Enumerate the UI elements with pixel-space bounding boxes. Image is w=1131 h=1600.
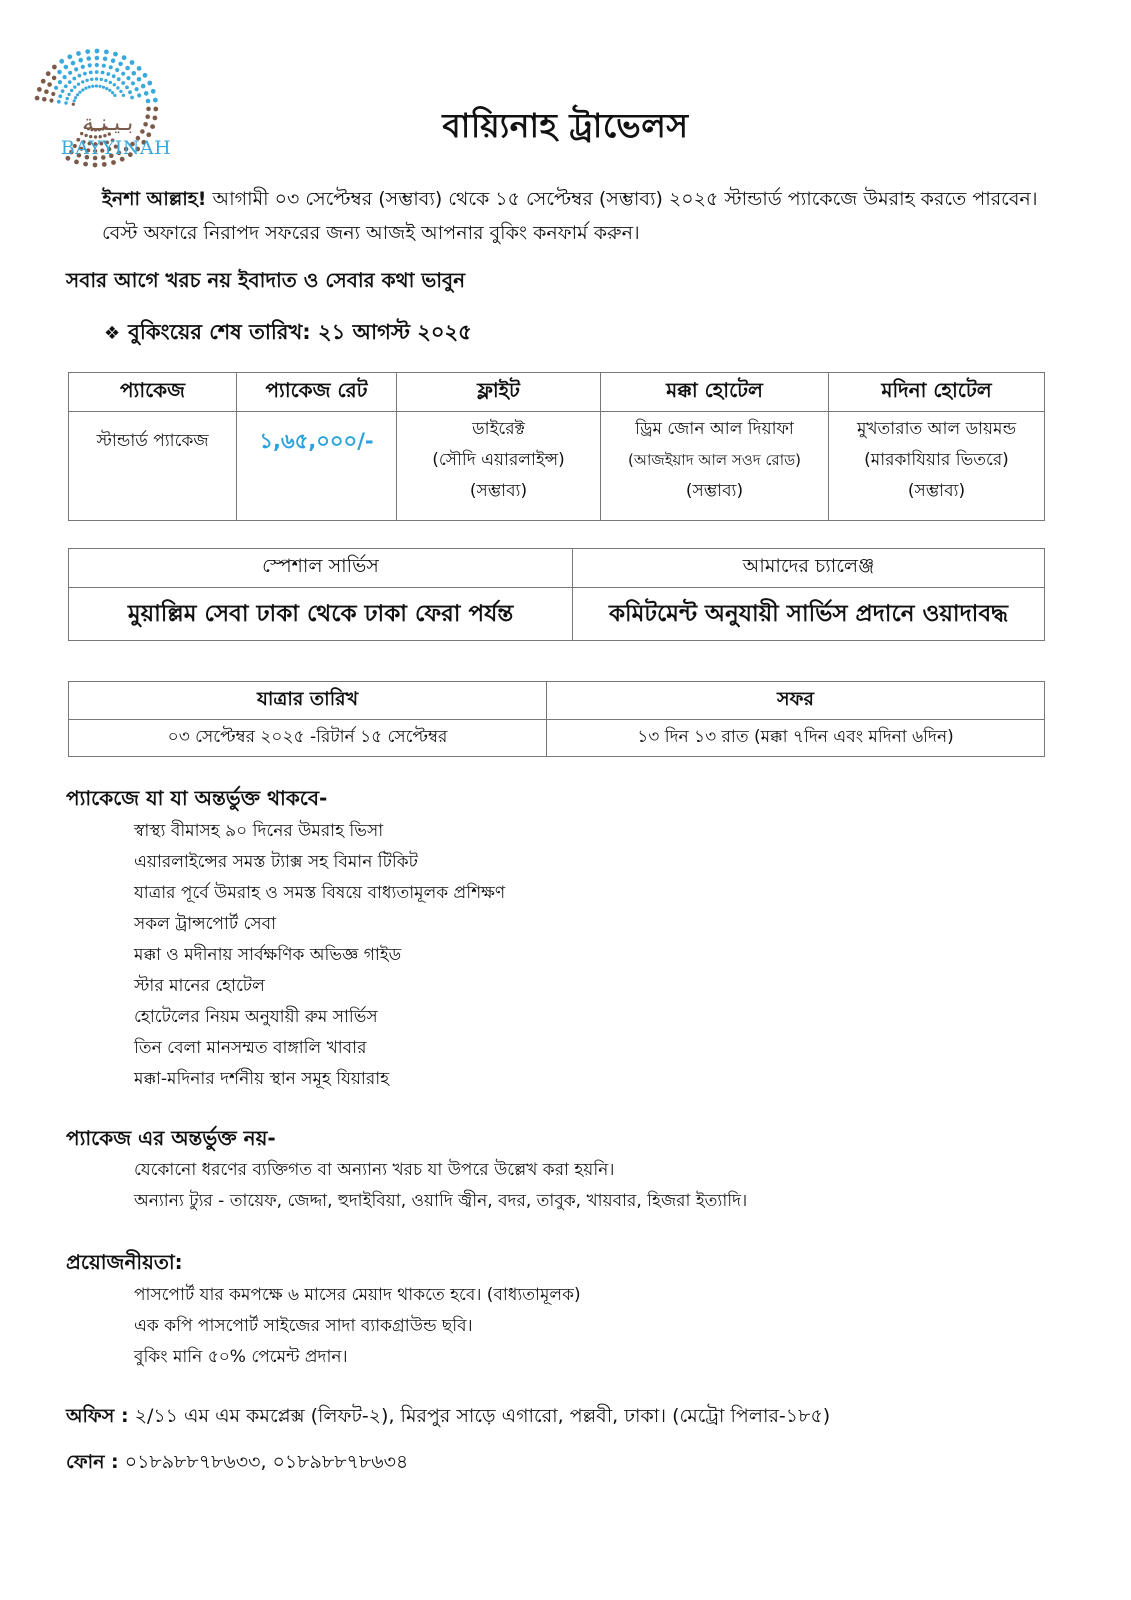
list-item: মক্কা-মদিনার দর্শনীয় স্থান সমূহ যিয়ারাহ — [134, 1069, 390, 1089]
list-item: স্টার মানের হোটেল — [134, 976, 265, 996]
header-madinah-hotel: মদিনা হোটেল — [829, 373, 1045, 412]
logo-dot — [100, 78, 103, 81]
logo-dot — [95, 77, 98, 80]
header-makkah-hotel: মক্কা হোটেল — [601, 373, 829, 412]
logo-dot — [108, 89, 111, 92]
logo-dot — [74, 160, 79, 165]
logo-dot — [64, 65, 69, 70]
logo-dot — [78, 91, 81, 94]
cell-travel-date: ০৩ সেপ্টেম্বর ২০২৫ -রিটার্ন ১৫ সেপ্টেম্বর — [69, 720, 547, 757]
logo-dot — [102, 162, 107, 167]
phone-label: ফোন : — [66, 1451, 119, 1473]
logo-dot — [102, 86, 105, 89]
logo-dot — [147, 81, 152, 86]
table-row — [69, 720, 1045, 757]
requirements-list — [134, 1280, 581, 1373]
logo-dot — [103, 57, 108, 62]
logo-dot — [112, 74, 116, 78]
cell-package-name: স্টান্ডার্ড প্যাকেজ — [69, 412, 237, 521]
flight-line: (সম্ভাব্য) — [469, 481, 528, 501]
makkah-hotel-line: (আজইয়াদ আল সওদ রোড) — [627, 451, 802, 469]
logo-dot — [111, 160, 116, 165]
logo-dot — [121, 81, 125, 85]
logo-dot — [83, 72, 87, 76]
logo-dot — [85, 49, 90, 54]
header-package-rate: প্যাকেজ রেট — [237, 373, 397, 412]
logo-dot — [61, 89, 65, 93]
logo-dot — [74, 67, 78, 71]
logo-dot — [122, 94, 125, 97]
logo-arabic-text: بـيـنـة — [82, 111, 134, 136]
logo-dot — [98, 85, 101, 88]
header-journey: সফর — [547, 682, 1045, 720]
logo-dot — [125, 66, 130, 71]
logo-dot — [130, 96, 134, 100]
logo-dot — [72, 77, 76, 81]
logo-dot — [109, 65, 113, 69]
cell-package-rate: ১,৬৫,০০০/- — [237, 412, 397, 521]
logo-dot — [113, 52, 118, 57]
table-header-row — [69, 373, 1045, 412]
logo-dot — [95, 84, 98, 87]
logo-dot — [101, 71, 105, 75]
list-item: এক কপি পাসপোর্ট সাইজের সাদা ব্যাকগ্রাউন্ড ছবি। — [134, 1316, 473, 1336]
logo-dot — [76, 51, 81, 56]
logo-dot — [47, 82, 52, 87]
office-value: ২/১১ এম এম কমপ্লেক্স (লিফট-২), মিরপুর সাড়ে এগারো, পল্লবী, ঢাকা। (মেট্রো পিলার-১৮৫) — [128, 1405, 831, 1427]
logo-dot — [41, 79, 46, 84]
logo-dot — [91, 85, 94, 88]
logo-dot — [109, 81, 112, 84]
logo-dot — [76, 93, 79, 96]
logo-dot — [46, 71, 51, 76]
logo-dot — [52, 65, 57, 70]
header-package: প্যাকেজ — [69, 373, 237, 412]
list-item: তিন বেলা মানসম্মত বাঙ্গালি খাবার — [134, 1038, 367, 1058]
logo-dot — [151, 89, 156, 94]
header-flight: ফ্লাইট — [397, 373, 601, 412]
header-travel-date: যাত্রার তারিখ — [69, 682, 547, 720]
logo-dot — [81, 80, 84, 83]
logo-dot — [64, 84, 68, 88]
office-label: অফিস : — [66, 1405, 129, 1427]
logo-dot — [144, 91, 149, 96]
logo-dot — [78, 58, 83, 63]
logo-dot — [130, 60, 135, 65]
list-item: সকল ট্রান্সপোর্ট সেবা — [134, 914, 277, 934]
intro-bold-prefix: ইনশা আল্লাহ! — [102, 188, 207, 210]
logo-dot — [121, 72, 125, 76]
logo-dot — [70, 89, 73, 92]
logo-dot — [44, 89, 49, 94]
logo-dot — [122, 55, 127, 60]
list-item: স্বাস্থ্য বীমাসহ ৯০ দিনের উমরাহ ভিসা — [134, 821, 384, 841]
logo-dot — [84, 87, 87, 90]
requirements-title: প্রয়োজনীয়তা: — [66, 1250, 183, 1274]
logo-dot — [67, 54, 72, 59]
logo-dot — [89, 71, 93, 75]
makkah-hotel-line: (সম্ভাব্য) — [685, 481, 744, 501]
logo-dot — [119, 90, 122, 93]
deadline-text: বুকিংয়ের শেষ তারিখ: ২১ আগস্ট ২০২৫ — [128, 320, 472, 344]
flight-line: (সৌদি এয়ারলাইন্স) — [432, 450, 565, 470]
logo-dot — [85, 79, 88, 82]
office-address — [66, 1402, 830, 1434]
logo-dot — [141, 84, 146, 89]
logo-dot — [73, 85, 76, 88]
page-title: বায়্যিনাহ ট্রাভেলস — [442, 106, 689, 145]
logo-dot — [78, 74, 82, 78]
logo-dot — [86, 56, 91, 61]
madinah-hotel-line: (সম্ভাব্য) — [907, 481, 966, 501]
logo-dot — [52, 76, 57, 81]
intro-text: আগামী ০৩ সেপ্টেম্বর (সম্ভাব্য) থেকে ১৫ সেপ্টেম্বর (সম্ভাব্য) ২০২৫ স্টান্ডার্ড প্যাকেজে উমরাহ করতে পারবেন। বেস্ট অফারে নিরাপদ সফরের জন্য আজই আপনার বুকিং কনফার্ম করুন। — [102, 188, 1038, 244]
logo-dot — [90, 78, 93, 81]
cell-our-challenge: কমিটমেন্ট অনুযায়ী সার্ভিস প্রদানে ওয়াদাবদ্ধ — [573, 588, 1045, 641]
logo-dot — [113, 83, 116, 86]
logo-dot — [105, 87, 108, 90]
cell-flight — [397, 412, 601, 521]
makkah-hotel-line: ড্রিম জোন আল দিয়াফা — [635, 419, 794, 439]
logo-dot — [37, 87, 42, 92]
logo-dot — [81, 65, 85, 69]
logo-dot — [58, 80, 62, 84]
subheading: সবার আগে খরচ নয় ইবাদাত ও সেবার কথা ভাবুন — [66, 268, 466, 292]
included-list — [134, 816, 505, 1095]
list-item: যেকোনো ধরণের ব্যক্তিগত বা অন্যান্য খরচ যা উপরে উল্লেখ করা হয়নি। — [134, 1160, 615, 1180]
table-header-row — [69, 682, 1045, 720]
logo-dot — [54, 86, 58, 90]
logo-dot — [137, 77, 142, 82]
logo-dot — [102, 64, 106, 68]
service-table — [68, 548, 1045, 641]
logo-dot — [104, 50, 109, 55]
list-item: মক্কা ও মদীনায় সার্বক্ষণিক অভিজ্ঞ গাইড — [134, 945, 402, 965]
logo-dot — [58, 94, 62, 98]
phone-value: ০১৮৯৮৮৭৮৬৩৩, ০১৮৯৮৮৭৮৬৩৪ — [118, 1451, 409, 1473]
logo-dot — [57, 70, 62, 75]
logo-dot — [83, 162, 88, 167]
intro-paragraph — [102, 182, 1042, 250]
cell-madinah-hotel — [829, 412, 1045, 521]
logo-dot — [115, 68, 119, 72]
logo-dot — [77, 83, 80, 86]
logo-dot — [68, 71, 72, 75]
excluded-title: প্যাকেজ এর অন্তর্ভুক্ত নয়- — [66, 1126, 276, 1150]
list-item: বুকিং মানি ৫০% পেমেন্ট প্রদান। — [134, 1347, 348, 1367]
booking-deadline — [104, 316, 472, 351]
header-our-challenge: আমাদের চ্যালেঞ্জ — [573, 549, 1045, 588]
madinah-hotel-line: মুখতারাত আল ডায়মন্ড — [856, 419, 1017, 439]
cell-journey: ১৩ দিন ১৩ রাত (মক্কা ৭দিন এবং মদিনা ৬দিন) — [547, 720, 1045, 757]
logo-dot — [93, 163, 98, 168]
logo-dot — [117, 77, 121, 81]
logo-dot — [126, 76, 130, 80]
logo-dot — [137, 93, 141, 97]
table-row — [69, 412, 1045, 521]
logo-dot — [132, 71, 137, 76]
list-item: যাত্রার পূর্বে উমরাহ ও সমস্ত বিষয়ে বাধ্যতামূলক প্রশিক্ষণ — [134, 883, 506, 903]
madinah-hotel-line: (মারকাযিয়ার ভিতরে) — [864, 450, 1009, 470]
logo-dot — [111, 58, 116, 63]
table-header-row — [69, 549, 1045, 588]
logo-dot — [116, 86, 119, 89]
logo-dot — [111, 91, 114, 94]
logo-dot — [106, 72, 110, 76]
logo-dot — [95, 63, 99, 67]
logo-dot — [67, 93, 70, 96]
phone-numbers — [66, 1448, 408, 1480]
logo-dot — [137, 66, 142, 71]
logo-dot — [81, 88, 84, 91]
logo-dot — [95, 56, 100, 61]
excluded-list — [134, 1155, 747, 1217]
logo-dot — [113, 94, 116, 97]
table-row — [69, 588, 1045, 641]
logo-dot — [59, 59, 64, 64]
package-table — [68, 372, 1045, 521]
logo-dot — [74, 96, 77, 99]
logo-dot — [51, 92, 55, 96]
logo-dot — [104, 79, 107, 82]
flight-line: ডাইরেক্ট — [472, 419, 525, 439]
logo-dot — [95, 49, 100, 54]
included-title: প্যাকেজে যা যা অন্তর্ভুক্ত থাকবে- — [66, 786, 328, 810]
cell-special-service: মুয়াল্লিম সেবা ঢাকা থেকে ঢাকা ফেরা পর্যন্ত — [69, 588, 573, 641]
logo-dot — [63, 75, 67, 79]
trip-table — [68, 681, 1045, 757]
cell-makkah-hotel — [601, 412, 829, 521]
logo-dot — [128, 90, 132, 94]
list-item: এয়ারলাইন্সের সমস্ত ট্যাক্স সহ বিমান টিকিট — [134, 852, 418, 872]
list-item: পাসপোর্ট যার কমপক্ষে ৬ মাসের মেয়াদ থাকতে হবে। (বাধ্যতামূলক) — [134, 1285, 581, 1305]
logo-dot — [71, 61, 76, 66]
logo-dot — [95, 70, 99, 74]
logo-latin-text: BAYYINAH — [60, 137, 172, 159]
logo-dot — [135, 87, 139, 91]
logo-dot — [88, 85, 91, 88]
logo-dot — [125, 86, 129, 90]
logo-dot — [143, 73, 148, 78]
logo-dot — [131, 81, 135, 85]
logo-dot — [68, 80, 72, 84]
logo-dot — [118, 62, 123, 67]
logo-dot — [88, 63, 92, 67]
diamond-bullet-icon: ❖ — [104, 323, 121, 344]
list-item: হোটেলের নিয়ম অনুযায়ী রুম সার্ভিস — [134, 1007, 378, 1027]
header-special-service: স্পেশাল সার্ভিস — [69, 549, 573, 588]
list-item: অন্যান্য ট্যুর - তায়েফ, জেদ্দা, হুদাইবিয়া, ওয়াদি জ্বীন, বদর, তাবুক, খায়বার, হিজরা ইত্যাদি। — [134, 1191, 748, 1211]
